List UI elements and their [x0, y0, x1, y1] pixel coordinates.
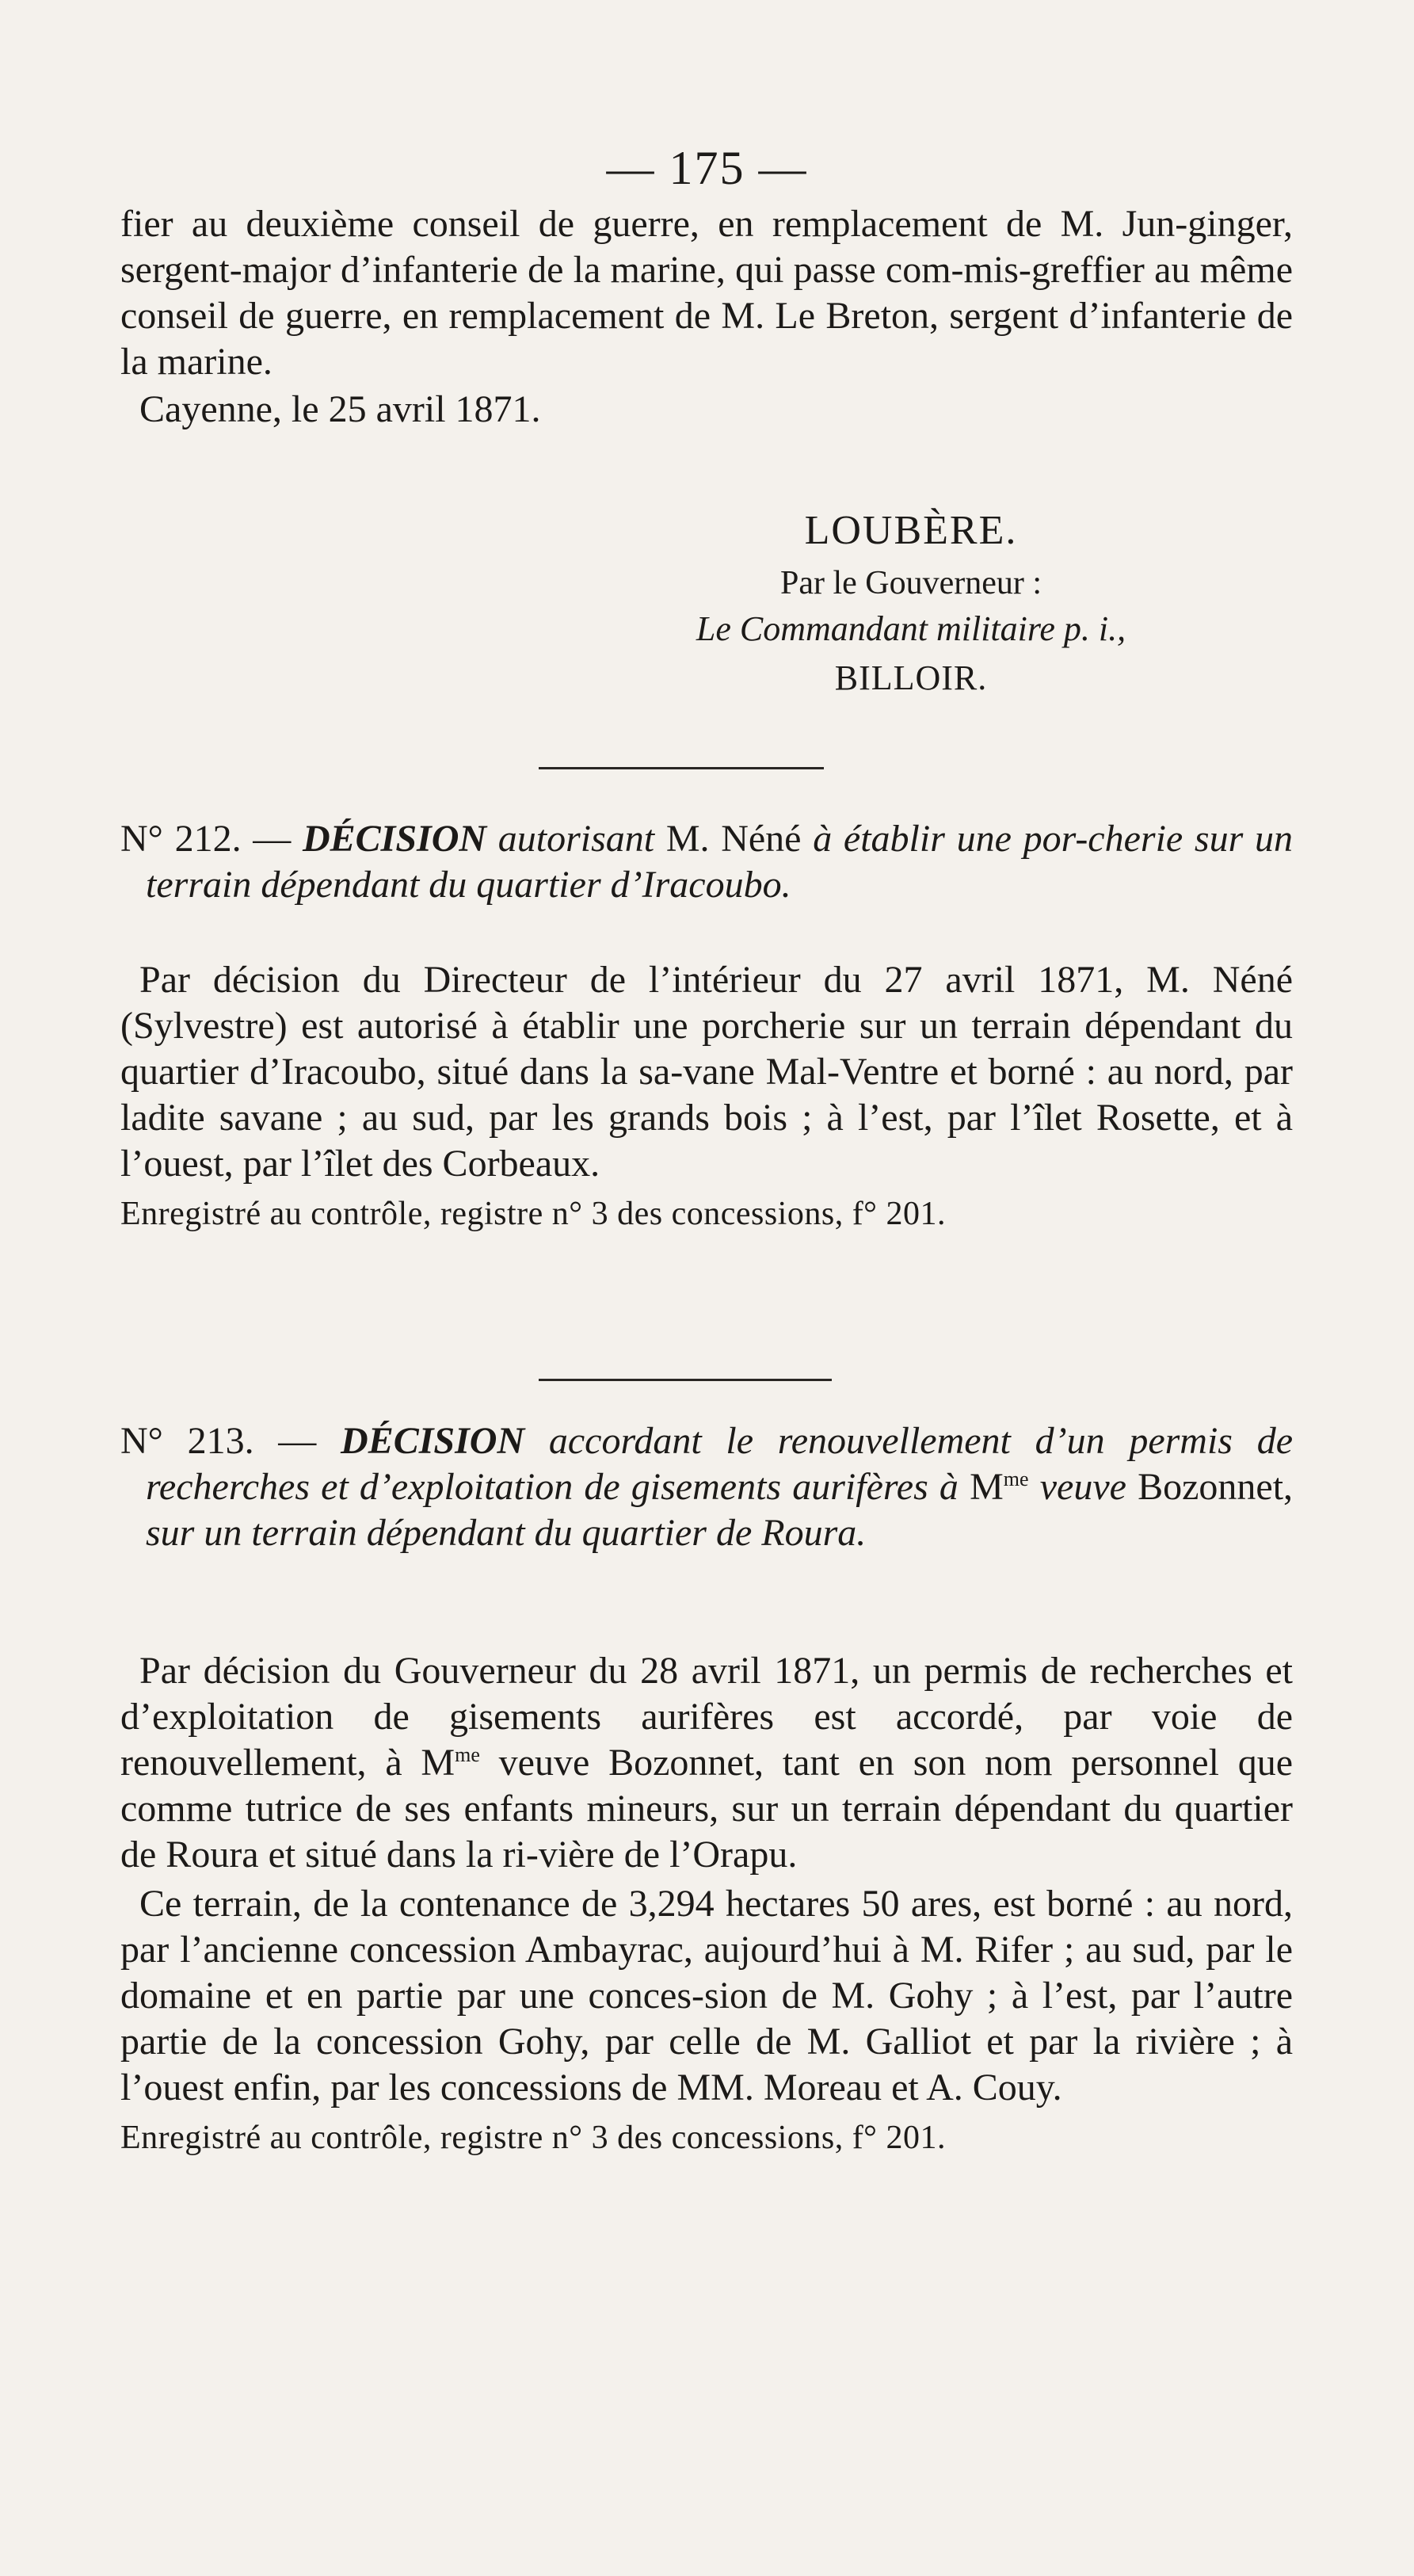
section-divider: [539, 767, 824, 769]
decision-212-heading-text-2: à établir une por-cherie sur un terrain dépendant du quartier d’Iracoubo.: [146, 818, 1293, 906]
decision-212-body-block: [120, 957, 1293, 1235]
decision-213-heading-word: DÉCISION: [341, 1420, 525, 1462]
date-line: Cayenne, le 25 avril 1871.: [139, 388, 541, 430]
by-governor-line: Par le Gouverneur :: [779, 565, 1042, 601]
decision-213-body-2: Ce terrain, de la contenance de 3,294 hectares 50 ares, est borné : au nord, par l’ancienne concession Ambayrac, aujourd’hui à M. Rifer ; au sud, par le domaine et en partie par une conces-sion de M. Gohy ; à l’est, par l’autre partie de la concession Gohy, par celle de M. Galliot et par la rivière ; à l’ouest enfin, par les concessions de MM. Moreau et A. Couy.: [120, 1883, 1293, 2109]
commander-line: Le Commandant militaire p. i.,: [696, 609, 1126, 648]
decision-212-number: N° 212. —: [120, 818, 292, 860]
decision-213-registry: Enregistré au contrôle, registre n° 3 des concessions, f° 201.: [120, 2120, 946, 2156]
page-number: — 175 —: [606, 142, 808, 194]
continuation-paragraph: fier au deuxième conseil de guerre, en remplacement de M. Jun-ginger, sergent-major d’infanterie de la marine, qui passe com-mis-greffier au même conseil de guerre, en remplacement de M. Le Breton, sergent d’infanterie de la marine.: [120, 203, 1293, 383]
countersign-name: BILLOIR.: [834, 658, 988, 697]
decision-212-heading-name: M. Néné: [665, 818, 802, 860]
decision-213-heading: [120, 1418, 1293, 1556]
section-divider: [539, 1379, 832, 1381]
decision-212-heading-text-1: autorisant: [497, 818, 655, 860]
decision-212-body: Par décision du Directeur de l’intérieur du 27 avril 1871, M. Néné (Sylvestre) est autorisé à établir une porcherie sur un terrain dépendant du quartier d’Iracoubo, situé dans la sa-vane Mal-Ventre et borné : au nord, par ladite savane ; au sud, par les grands bois ; à l’est, par l’îlet Rosette, et à l’ouest, par l’îlet des Corbeaux.: [120, 959, 1293, 1185]
decision-212-heading: [120, 816, 1293, 908]
decision-213-heading-text-1: accordant le renouvellement d’un permis de recherches et d’exploitation de gisements aurifères à: [146, 1420, 1294, 1508]
decision-213-number: N° 213. —: [120, 1420, 317, 1462]
decision-213-body-block: [120, 1648, 1293, 2158]
decision-212-registry: Enregistré au contrôle, registre n° 3 des concessions, f° 201.: [120, 1196, 946, 1232]
decision-213-heading-mme: $M^{me}$: [970, 1466, 1029, 1508]
continuation-paragraph-block: [120, 201, 1293, 433]
decision-213-heading-text-2: veuve: [1039, 1466, 1126, 1508]
decision-213-heading-text-3: sur un terrain dépendant du quartier de Roura.: [146, 1512, 867, 1554]
decision-213-heading-name: Bozonnet,: [1138, 1466, 1294, 1508]
decision-212-heading-word: DÉCISION: [302, 818, 487, 860]
decision-213-body-1: Par décision du Gouverneur du 28 avril 1871, un permis de recherches et d’exploitation de gisements aurifères est accordé, par voie de renouvellement, à $M^{me}$ veuve Bozonnet, tant en son nom personnel que comme tutrice de ses enfants mineurs, sur un terrain dépendant du quartier de Roura et situé dans la ri-vière de l’Orapu.: [120, 1650, 1294, 1876]
signatory-name: LOUBÈRE.: [804, 508, 1018, 553]
